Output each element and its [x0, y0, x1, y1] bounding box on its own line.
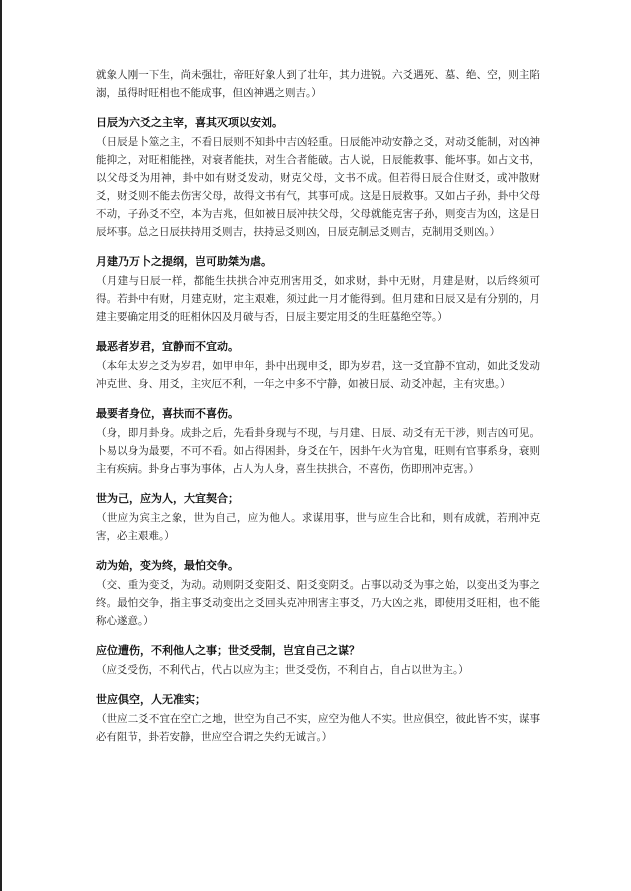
page-left-border: [0, 0, 2, 891]
intro-paragraph: 就象人刚一下生，尚未强壮，帝旺好象人到了壮年，其力进锐。六爻遇死、墓、绝、空，则主陷溺，虽得时旺相也不能成事，但凶神遇之则吉。）: [96, 69, 540, 99]
section-ying-wei: [96, 642, 540, 679]
section-heading: 动为始，变为终，最怕交争。: [96, 559, 239, 572]
section-body: （身，即月卦身。成卦之后，先看卦身现与不现，与月建、日辰、动爻有无干涉，则吉凶可见。卜易以身为最要，不可不看。如占得困卦，身爻在午，因卦午火为官鬼，旺则有官事系身，衰则主有疾病。卦身占事为事体，占人为人身，喜生扶拱合，不喜伤，伤即刑冲克害。）: [96, 427, 540, 475]
section-body: （日辰是卜筮之主，不看日辰则不知卦中吉凶轻重。日辰能冲动安静之爻，对动爻能制，对凶神能抑之，对旺相能挫，对衰者能扶，对生合者能破。古人说，日辰能救事、能坏事。如占文书，以父母爻为用神，卦中如有财爻发动，财克父母，文书不成。但若得日辰合住财爻，或冲散财爻，财爻则不能去伤害父母，故得文书有气，其事可成。这是日辰救事。又如占子孙，卦中父母不动，子孙爻不空，本为吉兆，但如被日辰冲扶父母，父母就能克害子孙，则变吉为凶，这是日辰坏事。总之日辰扶持用爻则吉，扶持忌爻则凶，日辰克制忌爻则吉，克制用爻则凶。）: [96, 136, 540, 238]
section-body: （本年太岁之爻为岁君，如甲申年，卦中出现申爻，即为岁君，这一爻宜静不宜动，如此爻发动冲克世、身、用爻，主灾厄不利，一年之中多不宁静，如被日辰、动爻冲起，主有灾患。）: [96, 360, 540, 390]
section-yue-jian: [96, 253, 540, 326]
section-body: （应爻受伤，不利代占，代占以应为主；世爻受伤，不利自占，自占以世为主。）: [96, 664, 469, 676]
section-body: （世应为宾主之象，世为自己，应为他人。求谋用事，世与应生合比和，则有成就，若刑冲克害，必主艰难。）: [96, 512, 540, 542]
section-body: （世应二爻不宜在空亡之地，世空为自己不实，应空为他人不实。世应俱空，彼此皆不实，谋事必有阻节，卦若安静，世应空合谓之失约无诚言。）: [96, 713, 540, 743]
section-body: （交、重为变爻，为动。动则阴爻变阳爻、阳爻变阴爻。占事以动爻为事之始，以变出爻为事之终。最怕交争，指主事爻动变出之爻回头克冲刑害主事爻，乃大凶之兆，即使用爻旺相，也不能称心遂意。）: [96, 579, 540, 627]
section-heading: 最恶者岁君，宜静而不宜动。: [96, 340, 239, 353]
section-shi-ying: [96, 490, 540, 545]
section-heading: 最要者身位，喜扶而不喜伤。: [96, 407, 239, 420]
section-heading: 应位遭伤，不利他人之事；世爻受制，岂宜自己之谋？: [96, 644, 360, 657]
section-shi-ying-kong: [96, 691, 540, 746]
section-heading: 世为己，应为人，大宜契合；: [96, 492, 239, 505]
section-sui-jun: [96, 338, 540, 393]
section-shen-wei: [96, 405, 540, 478]
section-ri-chen: [96, 114, 540, 241]
section-body: （月建与日辰一样，都能生扶拱合冲克刑害用爻，如求财，卦中无财，月建是财，以后终须可得。若卦中有财，月建克财，定主艰难，须过此一月才能得到。但月建和日辰又是有分别的，月建主要确定用爻的旺相休囚及月破与否，日辰主要定用爻的生旺墓绝空等。）: [96, 275, 540, 323]
section-heading: 月建乃万卜之提纲，岂可助桀为虐。: [96, 255, 272, 268]
section-heading: 世应俱空，人无准实；: [96, 693, 206, 706]
section-heading: 日辰为六爻之主宰，喜其灭项以安刘。: [96, 116, 283, 129]
section-dong-bian: [96, 557, 540, 630]
document-page: [96, 66, 540, 758]
